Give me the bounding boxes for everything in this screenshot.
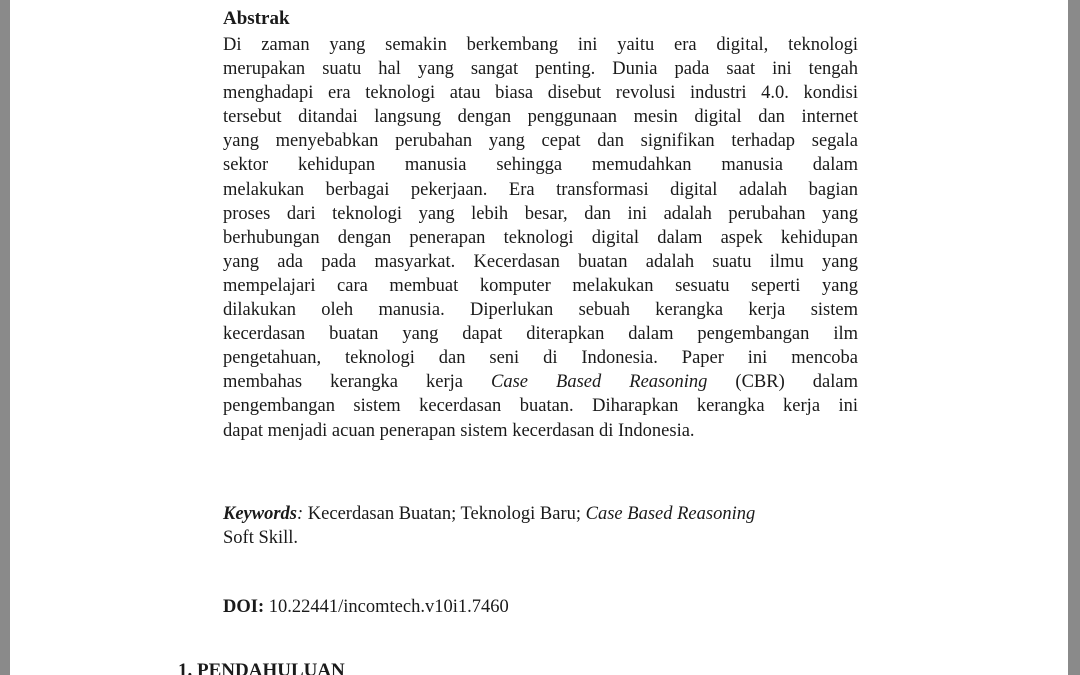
abstract-line: pengembangan sistem kecerdasan buatan. Diharapkan kerangka kerja ini bbox=[223, 396, 858, 417]
abstract-line: dilakukan oleh manusia. Diperlukan sebuah kerangka kerja sistem bbox=[223, 300, 858, 321]
keywords-terms: Kecerdasan Buatan; Teknologi Baru; bbox=[303, 504, 586, 524]
doi-value: 10.22441/incomtech.v10i1.7460 bbox=[264, 597, 509, 617]
abstract-text: membahas kerangka kerja bbox=[223, 372, 491, 393]
keywords-line-2: Soft Skill. bbox=[223, 528, 299, 549]
abstract-line: sektor kehidupan manusia sehingga memudahkan manusia dalam bbox=[223, 155, 858, 176]
abstract-line: pengetahuan, teknologi dan seni di Indonesia. Paper ini mencoba bbox=[223, 348, 858, 369]
abstract-line-last: dapat menjadi acuan penerapan sistem kecerdasan di Indonesia. bbox=[223, 420, 695, 441]
abstract-line: mempelajari cara membuat komputer melakukan sesuatu seperti yang bbox=[223, 275, 858, 296]
doi-line bbox=[223, 595, 509, 619]
abstract-line: kecerdasan buatan yang dapat diterapkan dalam pengembangan ilm bbox=[223, 324, 858, 345]
section-heading: 1. PENDAHULUAN bbox=[178, 660, 345, 675]
abstract-line: menghadapi era teknologi atau biasa disebut revolusi industri 4.0. kondisi bbox=[223, 83, 858, 104]
keywords-block bbox=[223, 502, 858, 550]
keywords-italic-term: Case Based Reasoning bbox=[585, 504, 756, 524]
document-page bbox=[10, 0, 1068, 675]
abstract-line: yang menyebabkan perubahan yang cepat dan signifikan terhadap segala bbox=[223, 131, 858, 152]
abstract-line: yang ada pada masyarkat. Kecerdasan buatan adalah suatu ilmu yang bbox=[223, 251, 858, 272]
keywords-colon: : bbox=[297, 504, 304, 524]
abstract-body bbox=[223, 33, 858, 443]
abstract-line: merupakan suatu hal yang sangat penting. Dunia pada saat ini tengah bbox=[223, 59, 858, 80]
abstract-line: berhubungan dengan penerapan teknologi digital dalam aspek kehidupan bbox=[223, 227, 858, 248]
abstract-line: melakukan berbagai pekerjaan. Era transformasi digital adalah bagian bbox=[223, 179, 858, 200]
abstract-line: Di zaman yang semakin berkembang ini yaitu era digital, teknologi bbox=[223, 35, 858, 55]
cbr-term: Case Based Reasoning bbox=[491, 372, 708, 393]
abstract-line: proses dari teknologi yang lebih besar, dan ini adalah perubahan yang bbox=[223, 203, 858, 224]
abstract-line-cbr bbox=[223, 370, 858, 394]
keywords-line bbox=[223, 502, 858, 526]
abstract-line: tersebut ditandai langsung dengan penggunaan mesin digital dan internet bbox=[223, 107, 858, 128]
doi-label: DOI: bbox=[223, 597, 265, 617]
abstract-text: (CBR) dalam bbox=[707, 372, 859, 393]
abstract-heading: Abstrak bbox=[223, 8, 290, 29]
keywords-label: Keywords bbox=[223, 504, 297, 524]
